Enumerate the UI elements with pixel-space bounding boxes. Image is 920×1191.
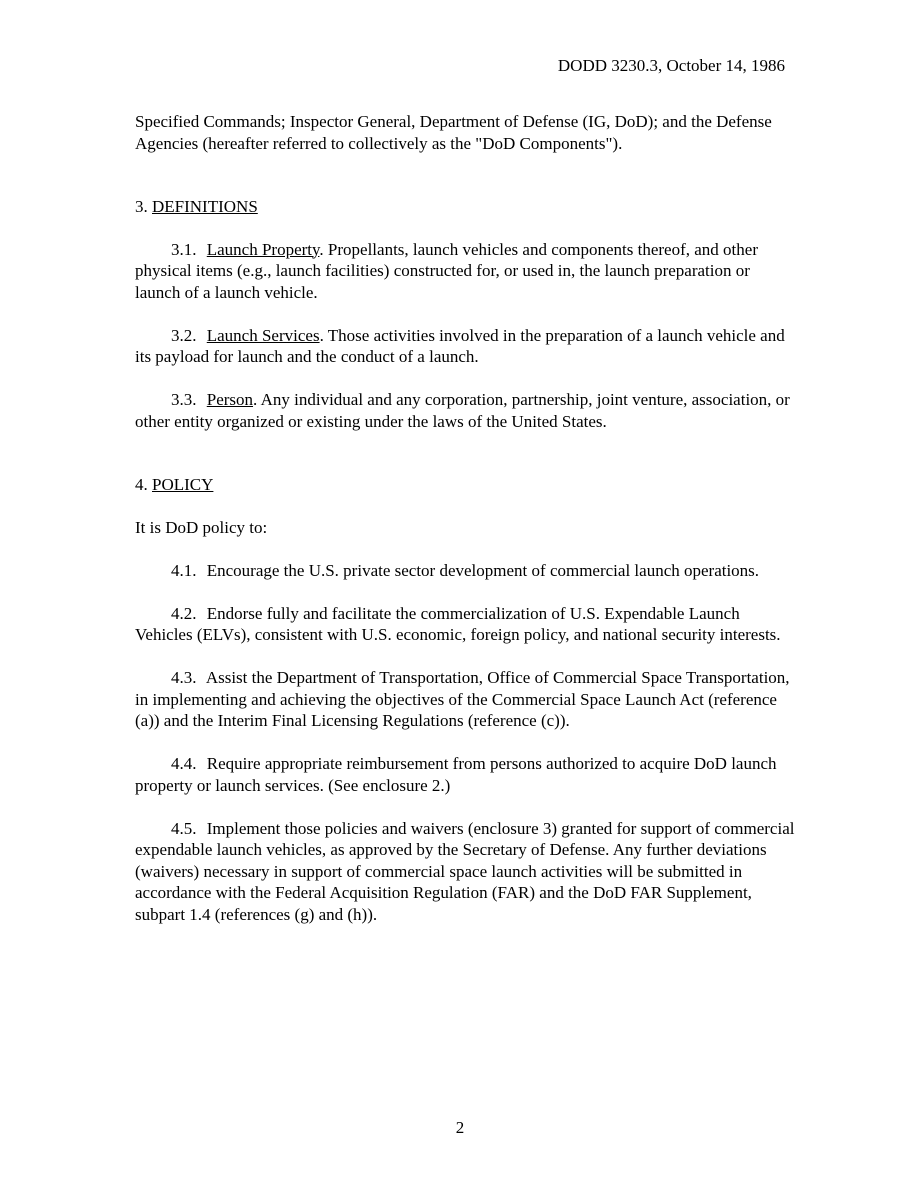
policy-text: Implement those policies and waivers (enclosure 3) granted for support of commercial expendable launch vehicles, as approved by the Secretary of Defense. Any further deviations (waivers) necessary in support of commercial space launch activities will be submitted in accordance with the Federal Acquisition Regulation (FAR) and the DoD FAR Supplement, subpart 1.4 (references (g) and (h)). xyxy=(135,818,795,924)
policy-4-3 xyxy=(135,667,795,732)
definition-term: Launch Property xyxy=(206,239,320,259)
definition-text: . Those activities involved in the preparation of a launch vehicle and its payload for launch and the conduct of a launch. xyxy=(135,325,785,366)
policy-text: Endorse fully and facilitate the commercialization of U.S. Expendable Launch Vehicles (ELVs), consistent with U.S. economic, foreign policy, and national security interests. xyxy=(135,603,781,644)
section-heading-definitions xyxy=(135,196,795,218)
definition-term: Person xyxy=(206,390,254,409)
item-number: 4.5. xyxy=(171,818,197,838)
item-number: 4.2. xyxy=(171,603,197,623)
item-number: 3.2. xyxy=(171,325,197,345)
policy-intro: It is DoD policy to: xyxy=(135,517,268,537)
document-header: DODD 3230.3, October 14, 1986 xyxy=(557,56,785,75)
section-title: DEFINITIONS xyxy=(152,197,258,216)
definition-term: Launch Services xyxy=(206,325,320,345)
item-number: 3.3. xyxy=(171,390,197,409)
item-number: 3.1. xyxy=(171,239,197,259)
policy-4-4 xyxy=(135,753,795,796)
definition-3-2 xyxy=(135,325,795,368)
section-number: 3. xyxy=(135,197,148,216)
policy-4-1 xyxy=(135,560,795,582)
continuation-paragraph: Specified Commands; Inspector General, Department of Defense (IG, DoD); and the Defense Agencies (hereafter referred to collectively as the "DoD Components"). xyxy=(135,112,772,153)
section-number: 4. xyxy=(135,475,148,494)
item-number: 4.1. xyxy=(171,560,197,580)
policy-4-2 xyxy=(135,603,795,646)
definition-3-1 xyxy=(135,239,795,304)
policy-text: Assist the Department of Transportation, Office of Commercial Space Transportation, in implementing and achieving the objectives of the Commercial Space Launch Act (reference (a)) and the Interim Final Licensing Regulations (reference (c)). xyxy=(135,668,790,730)
page-number: 2 xyxy=(455,1118,465,1137)
item-number: 4.4. xyxy=(171,754,197,773)
section-title: POLICY xyxy=(152,475,214,494)
policy-text: Encourage the U.S. private sector development of commercial launch operations. xyxy=(206,560,760,580)
policy-4-5 xyxy=(135,818,795,926)
definition-3-3 xyxy=(135,389,795,432)
item-number: 4.3. xyxy=(171,668,197,687)
policy-text: Require appropriate reimbursement from persons authorized to acquire DoD launch property or launch services. (See enclosure 2.) xyxy=(135,754,777,795)
section-heading-policy xyxy=(135,474,795,496)
definition-text: . Propellants, launch vehicles and components thereof, and other physical items (e.g., launch facilities) constructed for, or used in, the launch preparation or launch of a launch vehicle. xyxy=(135,239,758,302)
definition-text: . Any individual and any corporation, partnership, joint venture, association, or other entity organized or existing under the laws of the United States. xyxy=(135,390,790,431)
document-body xyxy=(135,111,795,947)
